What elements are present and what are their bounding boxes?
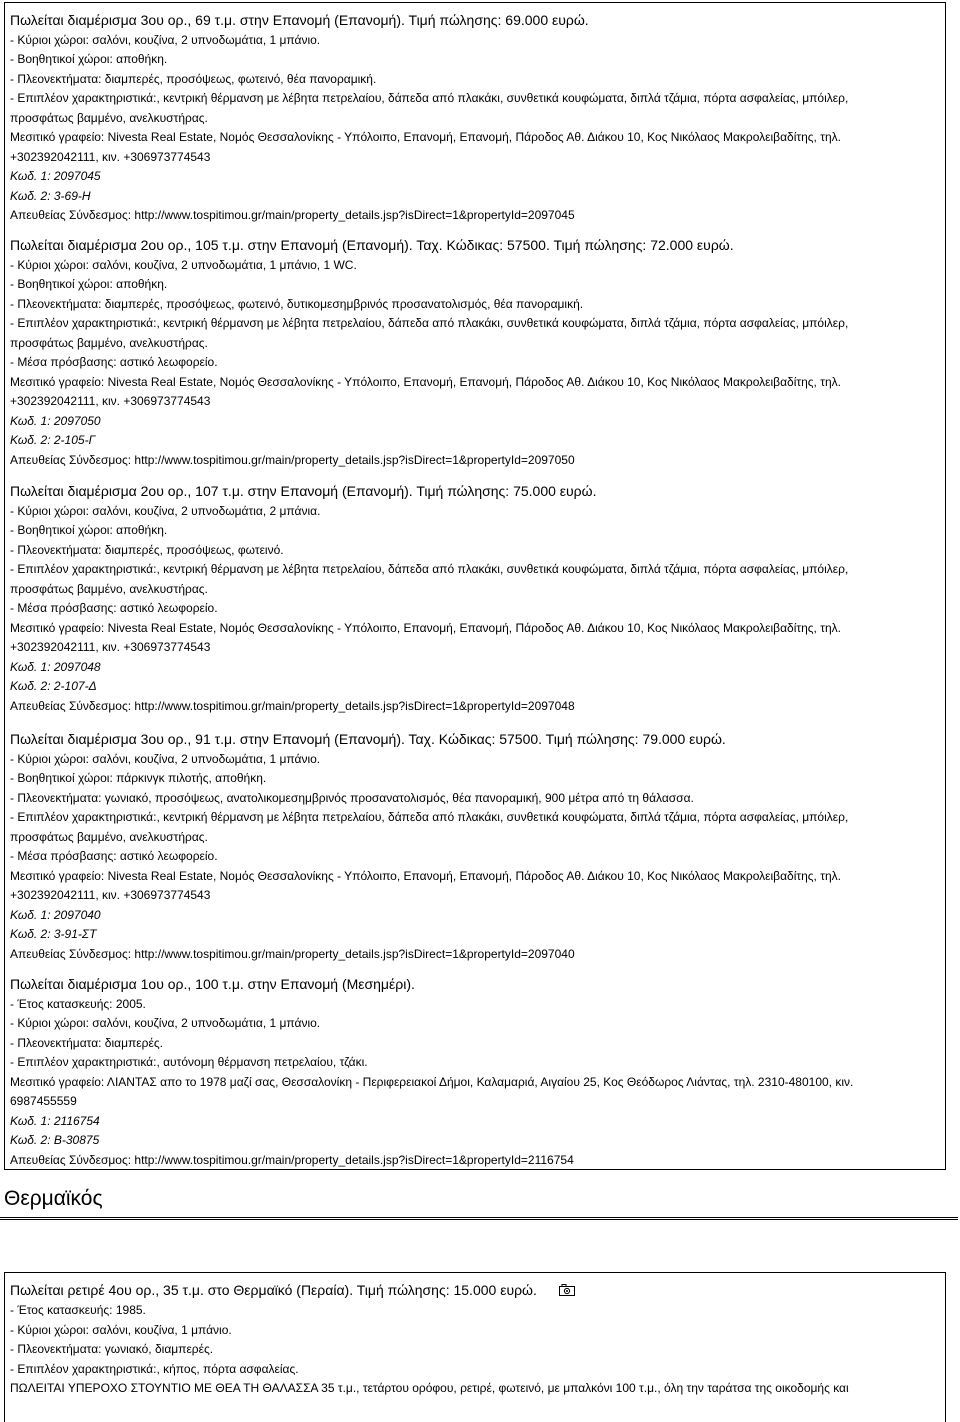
code-1: Κωδ. 1: 2116754: [10, 1113, 100, 1128]
advantages: - Πλεονεκτήματα: διαμπερές, προσόψεως, φωτεινό.: [10, 542, 284, 557]
main-rooms: - Κύριοι χώροι: σαλόνι, κουζίνα, 2 υπνοδωμάτια, 1 μπάνιο.: [10, 32, 321, 47]
extra-features: - Επιπλέον χαρακτηριστικά:, κεντρική θέρμανση με λέβητα πετρελαίου, δάπεδα από πλακάκι, συνθετικά κουφώματα, διπλά τζάμια, πόρτα ασφαλείας, μπόιλερ,: [10, 810, 849, 824]
listing-title-row: [10, 1281, 930, 1301]
listing-title: Πωλείται διαμέρισμα 3ου ορ., 69 τ.μ. στην Επανομή (Επανομή). Τιμή πώλησης: 69.000 ευρώ.: [10, 12, 589, 28]
direct-link[interactable]: Απευθείας Σύνδεσμος: http://www.tospitimou.gr/main/property_details.jsp?isDirect=1&propertyId=2097045: [10, 208, 575, 222]
advantages: - Πλεονεκτήματα: διαμπερές, προσόψεως, φωτεινό, θέα πανοραμική.: [10, 71, 377, 86]
extra-features: - Επιπλέον χαρακτηριστικά:, κεντρική θέρμανση με λέβητα πετρελαίου, δάπεδα από πλακάκι, συνθετικά κουφώματα, διπλά τζάμια, πόρτα ασφαλείας, μπόιλερ,: [10, 562, 849, 576]
section-title: Θερμαϊκός: [4, 1187, 103, 1210]
listing-title: Πωλείται διαμέρισμα 2ου ορ., 105 τ.μ. στην Επανομή (Επανομή). Ταχ. Κώδικας: 57500. Τιμή πώλησης: 72.000 ευρώ.: [10, 237, 734, 253]
main-rooms: - Κύριοι χώροι: σαλόνι, κουζίνα, 1 μπάνιο.: [10, 1322, 232, 1337]
agency-info: Μεσιτικό γραφείο: Nivesta Real Estate, Νομός Θεσσαλονίκης - Υπόλοιπο, Επανομή, Επανομή, Πάροδος Αθ. Διάκου 10, Κος Νικόλαος Μακρολειβαδίτης, τηλ.: [10, 374, 841, 389]
auxiliary-rooms: - Βοηθητικοί χώροι: πάρκινγκ πιλοτής, αποθήκη.: [10, 771, 267, 785]
extra-features-cont: προσφάτως βαμμένο, ανελκυστήρας.: [10, 110, 208, 125]
section-divider: [0, 1219, 958, 1220]
year-built: - Έτος κατασκευής: 2005.: [10, 996, 146, 1011]
code-2: Κωδ. 2: 2-105-Γ: [10, 433, 96, 447]
advantages: - Πλεονεκτήματα: γωνιακό, διαμπερές.: [10, 1342, 214, 1357]
code-2: Κωδ. 2: 3-91-ΣΤ: [10, 927, 97, 941]
code-2: Κωδ. 2: 2-107-Δ: [10, 679, 97, 693]
extra-features: - Επιπλέον χαρακτηριστικά:, κεντρική θέρμανση με λέβητα πετρελαίου, δάπεδα από πλακάκι, συνθετικά κουφώματα, διπλά τζάμια, πόρτα ασφαλείας, μπόιλερ,: [10, 91, 849, 105]
listing: [10, 482, 930, 716]
agency-info: Μεσιτικό γραφείο: ΛΙΑΝΤΑΣ απο το 1978 μαζί σας, Θεσσαλονίκη - Περιφερειακοί Δήμοι, Καλαμαριά, Αιγαίου 25, Κος Θεόδωρος Λιάντας, τηλ. 2310-480100, κιν.: [10, 1074, 854, 1089]
direct-link[interactable]: Απευθείας Σύνδεσμος: http://www.tospitimou.gr/main/property_details.jsp?isDirect=1&propertyId=2097048: [10, 698, 575, 713]
extra-features-cont: προσφάτως βαμμένο, ανελκυστήρας.: [10, 829, 208, 844]
direct-link[interactable]: Απευθείας Σύνδεσμος: http://www.tospitimou.gr/main/property_details.jsp?isDirect=1&propertyId=2116754: [10, 1152, 574, 1167]
transport-access: - Μέσα πρόσβασης: αστικό λεωφορείο.: [10, 355, 218, 369]
agency-phones: 6987455559: [10, 1094, 77, 1108]
transport-access: - Μέσα πρόσβασης: αστικό λεωφορείο.: [10, 849, 218, 863]
code-2: Κωδ. 2: 3-69-Η: [10, 188, 91, 203]
auxiliary-rooms: - Βοηθητικοί χώροι: αποθήκη.: [10, 52, 168, 66]
transport-access: - Μέσα πρόσβασης: αστικό λεωφορείο.: [10, 601, 218, 615]
extra-features: - Επιπλέον χαρακτηριστικά:, κήπος, πόρτα ασφαλείας.: [10, 1361, 299, 1376]
code-1: Κωδ. 1: 2097045: [10, 169, 101, 183]
code-1: Κωδ. 1: 2097048: [10, 659, 101, 674]
extra-features: - Επιπλέον χαρακτηριστικά:, αυτόνομη θέρμανση πετρελαίου, τζάκι.: [10, 1055, 368, 1069]
agency-phones: +302392042111, κιν. +306973774543: [10, 149, 211, 164]
camera-icon[interactable]: [559, 1282, 575, 1302]
advantages: - Πλεονεκτήματα: διαμπερές.: [10, 1035, 163, 1050]
main-rooms: - Κύριοι χώροι: σαλόνι, κουζίνα, 2 υπνοδωμάτια, 1 μπάνιο.: [10, 1016, 321, 1030]
direct-link[interactable]: Απευθείας Σύνδεσμος: http://www.tospitimou.gr/main/property_details.jsp?isDirect=1&propertyId=2097050: [10, 452, 575, 467]
main-rooms: - Κύριοι χώροι: σαλόνι, κουζίνα, 2 υπνοδωμάτια, 2 μπάνια.: [10, 503, 321, 518]
code-2: Κωδ. 2: Β-30875: [10, 1133, 100, 1147]
listing-description: ΠΩΛΕΙΤΑΙ ΥΠΕΡΟΧΟ ΣΤΟΥΝΤΙΟ ΜΕ ΘΕΑ ΤΗ ΘΑΛΑΣΣΑ 35 τ.μ., τετάρτου ορόφου, ρετιρέ, φωτεινό, με μπαλκόνι 100 τ.μ., όλη την ταράτσα της οικοδομής και: [10, 1381, 849, 1396]
listing: [10, 236, 930, 470]
extra-features-cont: προσφάτως βαμμένο, ανελκυστήρας.: [10, 335, 208, 350]
agency-info: Μεσιτικό γραφείο: Nivesta Real Estate, Νομός Θεσσαλονίκης - Υπόλοιπο, Επανομή, Επανομή, Πάροδος Αθ. Διάκου 10, Κος Νικόλαος Μακρολειβαδίτης, τηλ.: [10, 868, 841, 883]
advantages: - Πλεονεκτήματα: γωνιακό, προσόψεως, ανατολικομεσημβρινός προσανατολισμός, θέα πανοραμική, 900 μέτρα από τη θάλασσα.: [10, 790, 694, 805]
section-divider: [0, 1217, 958, 1218]
extra-features: - Επιπλέον χαρακτηριστικά:, κεντρική θέρμανση με λέβητα πετρελαίου, δάπεδα από πλακάκι, συνθετικά κουφώματα, διπλά τζάμια, πόρτα ασφαλείας, μπόιλερ,: [10, 316, 849, 330]
listing-title: Πωλείται ρετιρέ 4ου ορ., 35 τ.μ. στο Θερμαϊκό (Περαία). Τιμή πώλησης: 15.000 ευρώ.: [10, 1282, 537, 1298]
year-built: - Έτος κατασκευής: 1985.: [10, 1303, 146, 1318]
listing-title: Πωλείται διαμέρισμα 3ου ορ., 91 τ.μ. στην Επανομή (Επανομή). Ταχ. Κώδικας: 57500. Τιμή πώλησης: 79.000 ευρώ.: [10, 731, 726, 747]
code-1: Κωδ. 1: 2097050: [10, 413, 101, 428]
agency-phones: +302392042111, κιν. +306973774543: [10, 640, 211, 654]
code-1: Κωδ. 1: 2097040: [10, 907, 101, 922]
advantages: - Πλεονεκτήματα: διαμπερές, προσόψεως, φωτεινό, δυτικομεσημβρινός προσανατολισμός, θέα πανοραμική.: [10, 296, 584, 311]
agency-info: Μεσιτικό γραφείο: Nivesta Real Estate, Νομός Θεσσαλονίκης - Υπόλοιπο, Επανομή, Επανομή, Πάροδος Αθ. Διάκου 10, Κος Νικόλαος Μακρολειβαδίτης, τηλ.: [10, 620, 841, 635]
auxiliary-rooms: - Βοηθητικοί χώροι: αποθήκη.: [10, 523, 168, 537]
listing: [10, 975, 930, 1170]
extra-features-cont: προσφάτως βαμμένο, ανελκυστήρας.: [10, 581, 208, 596]
main-rooms: - Κύριοι χώροι: σαλόνι, κουζίνα, 2 υπνοδωμάτια, 1 μπάνιο.: [10, 751, 321, 766]
listing: [10, 1281, 930, 1399]
agency-phones: +302392042111, κιν. +306973774543: [10, 888, 211, 902]
listing-title: Πωλείται διαμέρισμα 2ου ορ., 107 τ.μ. στην Επανομή (Επανομή). Τιμή πώλησης: 75.000 ευρώ.: [10, 483, 597, 499]
agency-info: Μεσιτικό γραφείο: Nivesta Real Estate, Νομός Θεσσαλονίκης - Υπόλοιπο, Επανομή, Επανομή, Πάροδος Αθ. Διάκου 10, Κος Νικόλαος Μακρολειβαδίτης, τηλ.: [10, 130, 841, 144]
listing-title: Πωλείται διαμέρισμα 1ου ορ., 100 τ.μ. στην Επανομή (Μεσημέρι).: [10, 976, 415, 992]
listing: [10, 730, 930, 964]
agency-phones: +302392042111, κιν. +306973774543: [10, 394, 211, 408]
direct-link[interactable]: Απευθείας Σύνδεσμος: http://www.tospitimou.gr/main/property_details.jsp?isDirect=1&propertyId=2097040: [10, 946, 575, 961]
main-rooms: - Κύριοι χώροι: σαλόνι, κουζίνα, 2 υπνοδωμάτια, 1 μπάνιο, 1 WC.: [10, 257, 357, 272]
auxiliary-rooms: - Βοηθητικοί χώροι: αποθήκη.: [10, 277, 168, 291]
listing: [10, 11, 930, 226]
